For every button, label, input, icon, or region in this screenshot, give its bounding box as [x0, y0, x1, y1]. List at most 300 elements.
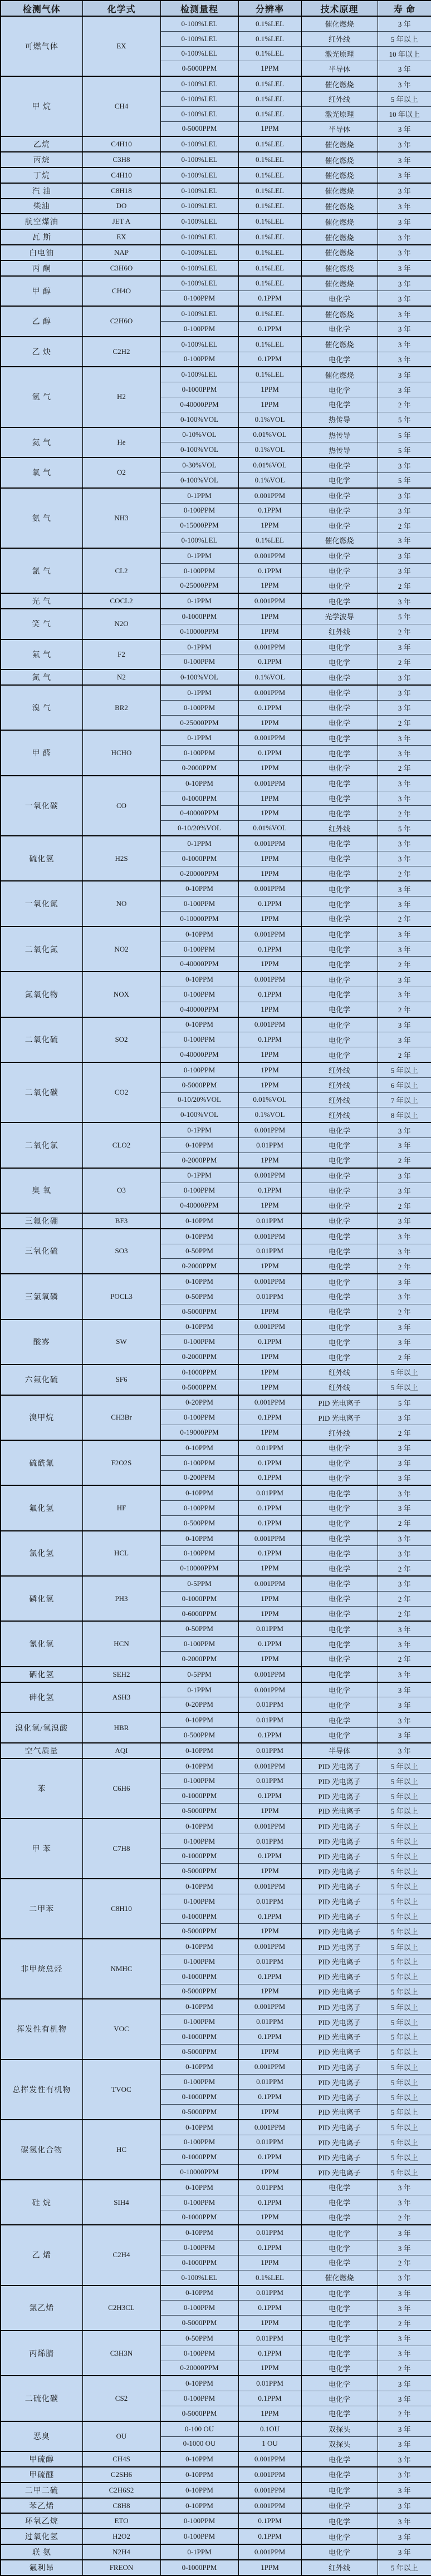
lifetime-cell: 3 年: [378, 352, 431, 367]
principle-cell: 电化学: [301, 472, 378, 487]
table-row: [1, 2529, 431, 2544]
gas-name-cell: 苯乙烯: [1, 2498, 82, 2514]
lifetime-cell: 3 年: [378, 927, 431, 942]
range-cell: 0-10PPM: [160, 2120, 238, 2135]
table-row: [1, 2483, 431, 2498]
principle-cell: PID 光电离子: [301, 1894, 378, 1909]
range-cell: 0-100PPM: [160, 563, 238, 578]
table-row: [1, 1213, 431, 1229]
gas-name-cell: 氟 气: [1, 639, 82, 670]
resolution-cell: 0.001PPM: [238, 2498, 301, 2514]
principle-cell: 电化学: [301, 1002, 378, 1017]
resolution-cell: 0.01%VOL: [238, 1092, 301, 1107]
range-cell: 0-5000PPM: [160, 121, 238, 136]
range-cell: 0-5000PPM: [160, 61, 238, 76]
formula-cell: NOX: [82, 972, 160, 1017]
table-row: [1, 2421, 431, 2436]
lifetime-cell: 5 年以上: [378, 2150, 431, 2165]
lifetime-cell: 3 年: [378, 152, 431, 168]
lifetime-cell: 3 年: [378, 1531, 431, 1546]
resolution-cell: 0.1PPM: [238, 2195, 301, 2210]
range-cell: 0-1000PPM: [160, 2090, 238, 2105]
lifetime-cell: 3 年: [378, 1032, 431, 1047]
principle-cell: 电化学: [301, 352, 378, 367]
range-cell: 0-10PPM: [160, 1879, 238, 1894]
principle-cell: 电化学: [301, 1229, 378, 1244]
range-cell: 0-100%VOL: [160, 442, 238, 457]
formula-cell: C8H10: [82, 1879, 160, 1939]
formula-cell: N2O: [82, 609, 160, 639]
table-row: [1, 2560, 431, 2575]
resolution-cell: 0.1PPM: [238, 1546, 301, 1561]
formula-cell: C2H4: [82, 2225, 160, 2285]
range-cell: 0-10000PPM: [160, 624, 238, 639]
table-row: [1, 2120, 431, 2135]
principle-cell: 电化学: [301, 2513, 378, 2529]
resolution-cell: 0.1PPM: [238, 1789, 301, 1804]
resolution-cell: 0.1%LEL: [238, 245, 301, 260]
range-cell: 0-5000PPM: [160, 2406, 238, 2421]
principle-cell: 半导体: [301, 1743, 378, 1759]
gas-name-cell: 硫酰氟: [1, 1440, 82, 1485]
gas-name-cell: 乙 醇: [1, 306, 82, 337]
range-cell: 0-10PPM: [160, 2060, 238, 2075]
table-row: [1, 260, 431, 276]
lifetime-cell: 5 年以上: [378, 1999, 431, 2014]
gas-name-cell: 二氧化氮: [1, 927, 82, 972]
range-cell: 0-10PPM: [160, 2225, 238, 2240]
resolution-cell: 0.1%LEL: [238, 136, 301, 152]
resolution-cell: 1PPM: [238, 1591, 301, 1606]
formula-cell: C2H6S2: [82, 2483, 160, 2498]
principle-cell: PID 光电离子: [301, 2060, 378, 2075]
principle-cell: 电化学: [301, 563, 378, 578]
range-cell: 0-20000PPM: [160, 866, 238, 881]
principle-cell: 电化学: [301, 639, 378, 654]
range-cell: 0-100PPM: [160, 2391, 238, 2406]
lifetime-cell: 3 年: [378, 321, 431, 336]
range-cell: 0-1000PPM: [160, 2150, 238, 2165]
principle-cell: 电化学: [301, 2240, 378, 2255]
lifetime-cell: 2 年: [378, 957, 431, 972]
principle-cell: 催化燃烧: [301, 183, 378, 199]
lifetime-cell: 2 年: [378, 1047, 431, 1062]
lifetime-cell: 3 年: [378, 245, 431, 260]
lifetime-cell: 5 年以上: [378, 1774, 431, 1789]
range-cell: 0-2000PPM: [160, 761, 238, 776]
lifetime-cell: 2 年: [378, 518, 431, 533]
range-cell: 0-50PPM: [160, 1289, 238, 1304]
lifetime-cell: 2 年: [378, 1198, 431, 1213]
gas-name-cell: 硫化氢: [1, 836, 82, 881]
range-cell: 0-100%LEL: [160, 245, 238, 260]
range-cell: 0-20PPM: [160, 1395, 238, 1410]
range-cell: 0-100PPM: [160, 1032, 238, 1047]
formula-cell: CO: [82, 776, 160, 836]
range-cell: 0-1000 OU: [160, 2436, 238, 2451]
formula-cell: CH4S: [82, 2451, 160, 2467]
range-cell: 0-100%VOL: [160, 472, 238, 487]
principle-cell: PID 光电离子: [301, 2090, 378, 2105]
principle-cell: 热传导: [301, 427, 378, 442]
range-cell: 0-50PPM: [160, 2331, 238, 2346]
table-row: [1, 2498, 431, 2514]
formula-cell: N2: [82, 669, 160, 685]
range-cell: 0-100PPM: [160, 2195, 238, 2210]
lifetime-cell: 3 年: [378, 2195, 431, 2210]
lifetime-cell: 8 年以上: [378, 1107, 431, 1122]
lifetime-cell: 3 年: [378, 776, 431, 791]
principle-cell: 催化燃烧: [301, 533, 378, 548]
range-cell: 0-10PPM: [160, 1819, 238, 1834]
principle-cell: 电化学: [301, 457, 378, 472]
formula-cell: H2O2: [82, 2529, 160, 2544]
lifetime-cell: 5 年以上: [378, 1819, 431, 1834]
lifetime-cell: 3 年: [378, 503, 431, 518]
principle-cell: 红外线: [301, 2560, 378, 2575]
formula-cell: NO: [82, 881, 160, 926]
principle-cell: 电化学: [301, 321, 378, 336]
principle-cell: PID 光电离子: [301, 1924, 378, 1939]
principle-cell: PID 光电离子: [301, 1834, 378, 1849]
resolution-cell: 0.001PPM: [238, 2060, 301, 2075]
resolution-cell: 0.1PPM: [238, 2513, 301, 2529]
lifetime-cell: 3 年: [378, 306, 431, 321]
gas-name-cell: 一氧化氮: [1, 881, 82, 926]
lifetime-cell: 3 年: [378, 337, 431, 352]
range-cell: 0-100%LEL: [160, 76, 238, 91]
range-cell: 0-5PPM: [160, 1667, 238, 1682]
principle-cell: 电化学: [301, 1017, 378, 1032]
formula-cell: O2: [82, 457, 160, 488]
principle-cell: 电化学: [301, 1455, 378, 1470]
lifetime-cell: 3 年: [378, 1183, 431, 1198]
range-cell: 0-10PPM: [160, 1939, 238, 1954]
range-cell: 0-19000PPM: [160, 1425, 238, 1440]
principle-cell: 双探头: [301, 2436, 378, 2451]
resolution-cell: 0.01PPM: [238, 1954, 301, 1969]
lifetime-cell: 5 年: [378, 412, 431, 427]
principle-cell: 电化学: [301, 2331, 378, 2346]
range-cell: 0-1000PPM: [160, 382, 238, 397]
resolution-cell: 1PPM: [238, 1349, 301, 1365]
lifetime-cell: 3 年: [378, 593, 431, 609]
resolution-cell: 0.1PPM: [238, 897, 301, 912]
gas-name-cell: 恶臭: [1, 2421, 82, 2452]
gas-name-cell: 酸雾: [1, 1319, 82, 1365]
principle-cell: 电化学: [301, 548, 378, 563]
table-row: [1, 136, 431, 152]
range-cell: 0-10000PPM: [160, 1561, 238, 1576]
range-cell: 0-10000PPM: [160, 912, 238, 927]
resolution-cell: 0.001PPM: [238, 1122, 301, 1137]
principle-cell: 电化学: [301, 1304, 378, 1319]
principle-cell: 电化学: [301, 912, 378, 927]
range-cell: 0-10PPM: [160, 2498, 238, 2514]
lifetime-cell: 2 年: [378, 912, 431, 927]
resolution-cell: 1PPM: [238, 1425, 301, 1440]
principle-cell: 红外线: [301, 1107, 378, 1122]
resolution-cell: 1PPM: [238, 791, 301, 806]
header-cell-lifetime: 寿 命: [378, 1, 431, 16]
range-cell: 0-100%LEL: [160, 168, 238, 183]
range-cell: 0-100PPM: [160, 2346, 238, 2361]
principle-cell: PID 光电离子: [301, 2165, 378, 2180]
resolution-cell: 0.01PPM: [238, 2014, 301, 2030]
principle-cell: 催化燃烧: [301, 214, 378, 229]
resolution-cell: 0.1PPM: [238, 321, 301, 336]
principle-cell: 电化学: [301, 518, 378, 533]
resolution-cell: 0.01PPM: [238, 1440, 301, 1455]
resolution-cell: 1PPM: [238, 866, 301, 881]
table-row: [1, 76, 431, 91]
resolution-cell: 1PPM: [238, 957, 301, 972]
resolution-cell: 1PPM: [238, 121, 301, 136]
lifetime-cell: 3 年: [378, 1576, 431, 1591]
principle-cell: 催化燃烧: [301, 152, 378, 168]
gas-name-cell: 联 氨: [1, 2544, 82, 2560]
formula-cell: TVOC: [82, 2060, 160, 2120]
lifetime-cell: 5 年以上: [378, 1924, 431, 1939]
gas-name-cell: 二甲苯: [1, 1879, 82, 1939]
formula-cell: CO2: [82, 1062, 160, 1122]
table-row: [1, 2376, 431, 2391]
resolution-cell: 0.1%VOL: [238, 472, 301, 487]
resolution-cell: 0.1PPM: [238, 1501, 301, 1516]
gas-name-cell: 乙 烯: [1, 2225, 82, 2285]
lifetime-cell: 3 年: [378, 1470, 431, 1485]
resolution-cell: 1PPM: [238, 2361, 301, 2376]
resolution-cell: 0.01PPM: [238, 1485, 301, 1500]
range-cell: 0-25000PPM: [160, 715, 238, 730]
principle-cell: PID 光电离子: [301, 2104, 378, 2119]
table-row: [1, 2286, 431, 2301]
formula-cell: HCN: [82, 1621, 160, 1666]
resolution-cell: 0.001PPM: [238, 1168, 301, 1183]
gas-name-cell: 一氧化碳: [1, 776, 82, 836]
resolution-cell: 0.001PPM: [238, 1229, 301, 1244]
formula-cell: SW: [82, 1319, 160, 1365]
principle-cell: PID 光电离子: [301, 1804, 378, 1819]
lifetime-cell: 2 年: [378, 1515, 431, 1530]
principle-cell: 红外线: [301, 31, 378, 46]
table-row: [1, 1621, 431, 1636]
lifetime-cell: 5 年: [378, 427, 431, 442]
range-cell: 0-1000PPM: [160, 1849, 238, 1864]
resolution-cell: 1PPM: [238, 2210, 301, 2225]
resolution-cell: 0.1PPM: [238, 654, 301, 669]
formula-cell: BF3: [82, 1213, 160, 1229]
formula-cell: NO2: [82, 927, 160, 972]
lifetime-cell: 3 年: [378, 1017, 431, 1032]
range-cell: 0-100PPM: [160, 1455, 238, 1470]
range-cell: 0-5000PPM: [160, 1864, 238, 1879]
lifetime-cell: 5 年: [378, 442, 431, 457]
gas-name-cell: 氯 气: [1, 548, 82, 593]
table-row: [1, 276, 431, 291]
resolution-cell: 0.1%LEL: [238, 199, 301, 214]
lifetime-cell: 5 年以上: [378, 1380, 431, 1395]
principle-cell: 电化学: [301, 1682, 378, 1697]
lifetime-cell: 5 年以上: [378, 2044, 431, 2059]
range-cell: 0-10PPM: [160, 1759, 238, 1774]
gas-name-cell: 溴 气: [1, 685, 82, 730]
table-row: [1, 367, 431, 382]
formula-cell: SF6: [82, 1365, 160, 1395]
table-row: [1, 972, 431, 987]
principle-cell: PID 光电离子: [301, 1939, 378, 1954]
range-cell: 0-100%LEL: [160, 199, 238, 214]
principle-cell: 催化燃烧: [301, 306, 378, 321]
gas-name-cell: 二硫化碳: [1, 2376, 82, 2421]
lifetime-cell: 3 年: [378, 1334, 431, 1349]
table-row: [1, 639, 431, 654]
table-row: [1, 1365, 431, 1380]
lifetime-cell: 10 年以上: [378, 46, 431, 61]
lifetime-cell: 5 年以上: [378, 2135, 431, 2150]
formula-cell: CLO2: [82, 1122, 160, 1168]
range-cell: 0-100PPM: [160, 2075, 238, 2090]
range-cell: 0-1000PPM: [160, 1365, 238, 1380]
resolution-cell: 0.001PPM: [238, 639, 301, 654]
lifetime-cell: 3 年: [378, 2286, 431, 2301]
table-row: [1, 199, 431, 214]
resolution-cell: 0.01PPM: [238, 1213, 301, 1229]
lifetime-cell: 3 年: [378, 639, 431, 654]
lifetime-cell: 3 年: [378, 2270, 431, 2285]
gas-name-cell: 非甲烷总烃: [1, 1939, 82, 1999]
gas-name-cell: 过氧化氢: [1, 2529, 82, 2544]
principle-cell: 电化学: [301, 1652, 378, 1667]
range-cell: 0-10PPM: [160, 1531, 238, 1546]
principle-cell: 电化学: [301, 2544, 378, 2560]
gas-name-cell: 柴油: [1, 199, 82, 214]
range-cell: 0-50PPM: [160, 1244, 238, 1259]
lifetime-cell: 5 年以上: [378, 1909, 431, 1924]
lifetime-cell: 3 年: [378, 457, 431, 472]
principle-cell: 电化学: [301, 2195, 378, 2210]
lifetime-cell: 3 年: [378, 685, 431, 700]
principle-cell: PID 光电离子: [301, 1864, 378, 1879]
gas-name-cell: 瓦 斯: [1, 229, 82, 245]
lifetime-cell: 5 年以上: [378, 2120, 431, 2135]
principle-cell: 电化学: [301, 1470, 378, 1485]
gas-name-cell: 甲 苯: [1, 1819, 82, 1879]
lifetime-cell: 3 年: [378, 730, 431, 745]
principle-cell: 电化学: [301, 700, 378, 715]
table-row: [1, 183, 431, 199]
range-cell: 0-40000PPM: [160, 1047, 238, 1062]
range-cell: 0-1PPM: [160, 1122, 238, 1137]
resolution-cell: 0.1%LEL: [238, 260, 301, 276]
principle-cell: 电化学: [301, 1319, 378, 1334]
principle-cell: 电化学: [301, 881, 378, 896]
lifetime-cell: 5 年: [378, 821, 431, 836]
principle-cell: 催化燃烧: [301, 245, 378, 260]
lifetime-cell: 3 年: [378, 2529, 431, 2544]
range-cell: 0-1000PPM: [160, 851, 238, 866]
principle-cell: PID 光电离子: [301, 1954, 378, 1969]
resolution-cell: 0.01PPM: [238, 1697, 301, 1712]
gas-name-cell: 臭 氧: [1, 1168, 82, 1213]
resolution-cell: 1PPM: [238, 518, 301, 533]
principle-cell: 电化学: [301, 866, 378, 881]
lifetime-cell: 5 年以上: [378, 1804, 431, 1819]
range-cell: 0-20PPM: [160, 1697, 238, 1712]
table-row: [1, 548, 431, 563]
resolution-cell: 0.01PPM: [238, 1894, 301, 1909]
range-cell: 0-100%LEL: [160, 260, 238, 276]
formula-cell: C6H6: [82, 1759, 160, 1819]
resolution-cell: 0.1PPM: [238, 1969, 301, 1984]
table-row: [1, 168, 431, 183]
lifetime-cell: 3 年: [378, 1501, 431, 1516]
table-row: [1, 1531, 431, 1546]
principle-cell: PID 光电离子: [301, 2120, 378, 2135]
principle-cell: PID 光电离子: [301, 1909, 378, 1924]
range-cell: 0-100PPM: [160, 1894, 238, 1909]
formula-cell: ETO: [82, 2513, 160, 2529]
resolution-cell: 0.1PPM: [238, 2240, 301, 2255]
lifetime-cell: 2 年: [378, 1304, 431, 1319]
lifetime-cell: 3 年: [378, 2376, 431, 2391]
resolution-cell: 0.01PPM: [238, 1743, 301, 1759]
resolution-cell: 0.001PPM: [238, 1319, 301, 1334]
table-row: [1, 685, 431, 700]
resolution-cell: 1PPM: [238, 1002, 301, 1017]
resolution-cell: 0.01PPM: [238, 1621, 301, 1636]
principle-cell: 热传导: [301, 412, 378, 427]
principle-cell: 催化燃烧: [301, 367, 378, 382]
range-cell: 0-100PPM: [160, 2529, 238, 2544]
principle-cell: 电化学: [301, 578, 378, 593]
lifetime-cell: 2 年: [378, 2361, 431, 2376]
resolution-cell: 0.01PPM: [238, 1137, 301, 1152]
gas-name-cell: 环氧乙烷: [1, 2513, 82, 2529]
header-cell-principle: 技术原理: [301, 1, 378, 16]
range-cell: 0-100%LEL: [160, 152, 238, 168]
range-cell: 0-1000PPM: [160, 1591, 238, 1606]
lifetime-cell: 3 年: [378, 488, 431, 503]
range-cell: 0-50PPM: [160, 1621, 238, 1636]
resolution-cell: 1PPM: [238, 1259, 301, 1274]
lifetime-cell: 3 年: [378, 168, 431, 183]
resolution-cell: 0.1OU: [238, 2421, 301, 2436]
resolution-cell: 0.001PPM: [238, 1667, 301, 1682]
principle-cell: 电化学: [301, 503, 378, 518]
principle-cell: 电化学: [301, 1576, 378, 1591]
resolution-cell: 0.1%LEL: [238, 46, 301, 61]
table-row: [1, 1485, 431, 1500]
gas-name-cell: 三氧化硫: [1, 1229, 82, 1274]
formula-cell: SO3: [82, 1229, 160, 1274]
principle-cell: 电化学: [301, 2180, 378, 2195]
principle-cell: 电化学: [301, 1137, 378, 1152]
gas-name-cell: 碳氢化合物: [1, 2120, 82, 2180]
gas-name-cell: 硅 烷: [1, 2180, 82, 2225]
table-row: [1, 2180, 431, 2195]
gas-name-cell: 硒化氢: [1, 1667, 82, 1682]
range-cell: 0-100PPM: [160, 1834, 238, 1849]
lifetime-cell: 3 年: [378, 533, 431, 548]
resolution-cell: 0.1PPM: [238, 2346, 301, 2361]
table-row: [1, 836, 431, 851]
table-row: [1, 457, 431, 472]
lifetime-cell: 2 年: [378, 578, 431, 593]
range-cell: 0-1000PPM: [160, 2255, 238, 2270]
resolution-cell: 1PPM: [238, 609, 301, 624]
formula-cell: DO: [82, 199, 160, 214]
